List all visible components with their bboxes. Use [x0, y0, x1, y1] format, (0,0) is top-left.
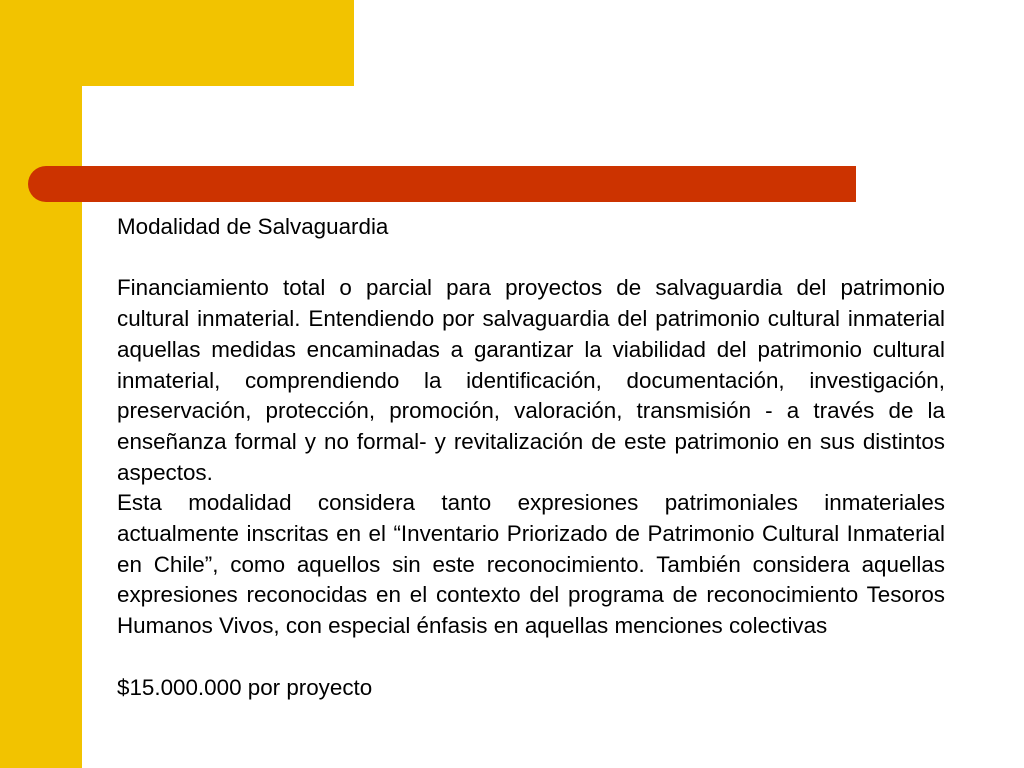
slide-content	[117, 212, 945, 703]
red-title-bar	[28, 166, 856, 202]
paragraph-financing: Financiamiento total o parcial para proyectos de salvaguardia del patrimonio cultural inmaterial. Entendiendo por salvaguardia del patrimonio cultural inmaterial aquellas medidas encaminadas a garantizar la viabilidad del patrimonio cultural inmaterial, comprendiendo la identificación, documentación, investigación, preservación, protección, promoción, valoración, transmisión - a través de la enseñanza formal y no formal- y revitalización de este patrimonio en sus distintos aspectos.	[117, 275, 945, 485]
yellow-top-block	[0, 0, 354, 86]
spacer	[117, 642, 945, 673]
yellow-side-bar	[0, 0, 82, 768]
slide-title: Modalidad de Salvaguardia	[117, 214, 389, 239]
paragraph-scope: Esta modalidad considera tanto expresiones patrimoniales inmateriales actualmente inscritas en el “Inventario Priorizado de Patrimonio Cultural Inmaterial en Chile”, como aquellos sin este reconocimiento. También considera aquellas expresiones reconocidas en el contexto del programa de reconocimiento Tesoros Humanos Vivos, con especial énfasis en aquellas menciones colectivas	[117, 490, 945, 639]
amount-per-project: $15.000.000 por proyecto	[117, 674, 373, 700]
spacer	[117, 243, 945, 274]
